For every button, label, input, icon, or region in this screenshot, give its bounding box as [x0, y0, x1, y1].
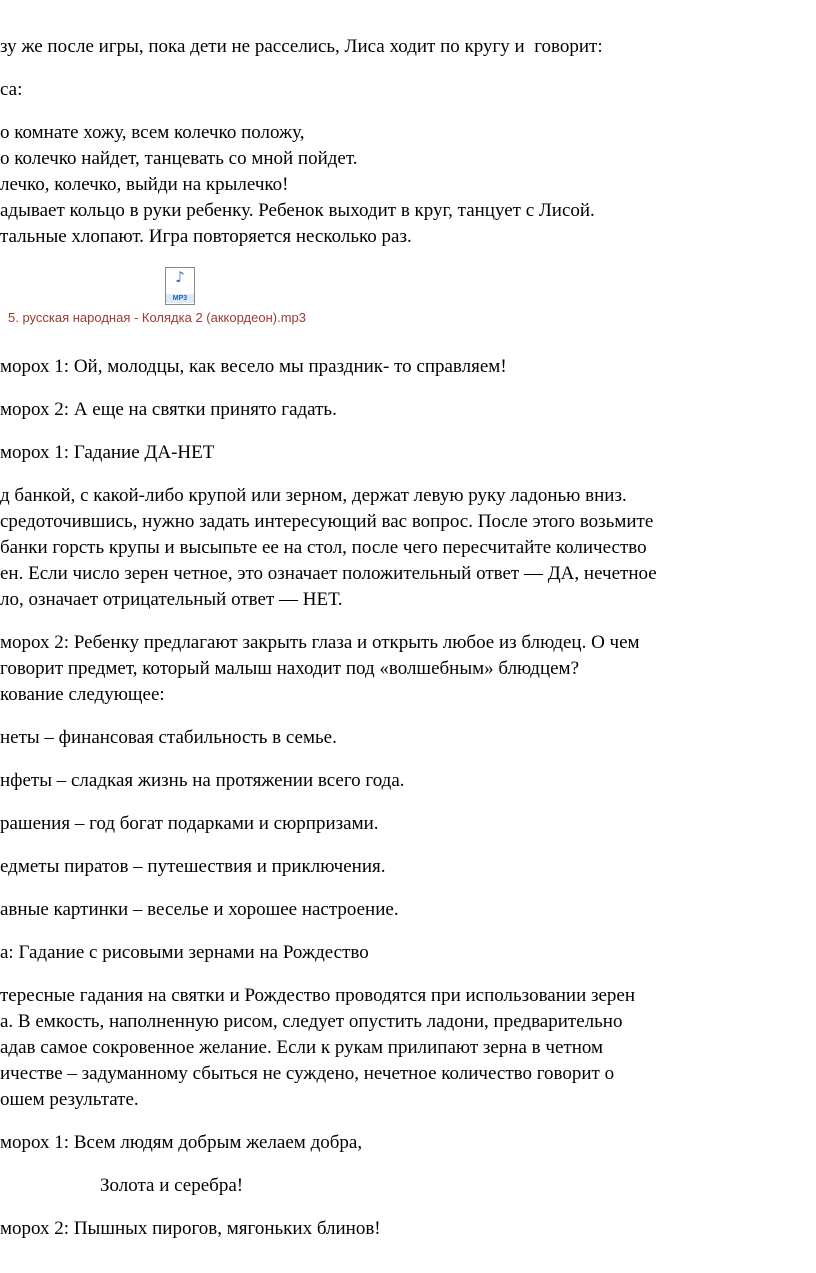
text-line: кование следующее:: [0, 684, 165, 705]
skomorokh1-wish-line: [0, 1130, 816, 1156]
skomorokh2-wish-line: [0, 1216, 816, 1242]
rice-divination-paragraph: [0, 983, 816, 1113]
text-line: морох 1: Всем людям добрым желаем добра,: [0, 1132, 363, 1153]
text-line: ен. Если число зерен четное, это означает положительный ответ — ДА, нечетное: [0, 563, 657, 584]
music-note-icon: ♪: [175, 268, 185, 286]
wish-continuation-line: [100, 1173, 816, 1199]
fox-speaker-label: [0, 77, 816, 103]
text-line: средоточившись, нужно задать интересующий вас вопрос. После этого возьмите: [0, 511, 654, 532]
text-line: морох 2: Ребенку предлагают закрыть глаза и открыть любое из блюдец. О чем: [0, 632, 640, 653]
text-line: морох 1: Гадание ДА-НЕТ: [0, 442, 215, 463]
fortune-item-decorations: [0, 811, 816, 837]
audio-object: [0, 267, 816, 327]
skomorokh2-saucer-paragraph: [0, 630, 816, 708]
skomorokh2-svyatki-line: [0, 397, 816, 423]
text-line: са:: [0, 79, 23, 100]
text-line: тальные хлопают. Игра повторяется несколько раз.: [0, 226, 412, 247]
fortune-item-coins: [0, 725, 816, 751]
mp3-icon-label: MP3: [166, 294, 194, 303]
text-line: адав самое сокровенное желание. Если к рукам прилипают зерна в четном: [0, 1037, 604, 1058]
text-line: нфеты – сладкая жизнь на протяжении всего года.: [0, 770, 405, 791]
ring-game-rhyme: [0, 120, 816, 250]
text-line: морох 2: А еще на святки принято гадать.: [0, 399, 337, 420]
text-line: ло, означает отрицательный ответ — НЕТ.: [0, 589, 343, 610]
mp3-file-icon[interactable]: [165, 267, 195, 305]
fortune-item-pirate-items: [0, 854, 816, 880]
danet-instructions: [0, 483, 816, 613]
text-line: а: Гадание с рисовыми зернами на Рождество: [0, 942, 369, 963]
skomorokh1-praise-line: [0, 354, 816, 380]
text-line: морох 1: Ой, молодцы, как весело мы праздник- то справляем!: [0, 356, 507, 377]
text-line: морох 2: Пышных пирогов, мягоньких блинов!: [0, 1218, 381, 1239]
fortune-item-pictures: [0, 897, 816, 923]
text-line: тересные гадания на святки и Рождество проводятся при использовании зерен: [0, 985, 636, 1006]
text-line: Золота и серебра!: [100, 1175, 244, 1196]
narration-intro: [0, 34, 816, 60]
text-line: банки горсть крупы и высыпьте ее на стол, после чего пересчитайте количество: [0, 537, 647, 558]
text-line: едметы пиратов – путешествия и приключения.: [0, 856, 386, 877]
fortune-item-sweets: [0, 768, 816, 794]
audio-file-caption[interactable]: 5. русская народная - Колядка 2 (аккордеон).mp3: [8, 310, 306, 325]
text-line: рашения – год богат подарками и сюрпризами.: [0, 813, 379, 834]
text-line: ошем результате.: [0, 1089, 139, 1110]
text-line: неты – финансовая стабильность в семье.: [0, 727, 337, 748]
text-line: авные картинки – веселье и хорошее настроение.: [0, 899, 399, 920]
text-line: д банкой, с какой-либо крупой или зерном, держат левую руку ладонью вниз.: [0, 485, 627, 506]
text-line: о колечко найдет, танцевать со мной пойдет.: [0, 148, 358, 169]
text-line: а. В емкость, наполненную рисом, следует опустить ладони, предварительно: [0, 1011, 623, 1032]
text-line: говорит предмет, который малыш находит под «волшебным» блюдцем?: [0, 658, 579, 679]
text-line: о комнате хожу, всем колечко положу,: [0, 122, 305, 143]
fox-rice-heading: [0, 940, 816, 966]
text-line: зу же после игры, пока дети не расселись, Лиса ходит по кругу и говорит:: [0, 36, 603, 57]
text-line: адывает кольцо в руки ребенку. Ребенок выходит в круг, танцует с Лисой.: [0, 200, 595, 221]
skomorokh1-danet-heading: [0, 440, 816, 466]
text-line: ичестве – задуманному сбыться не суждено, нечетное количество говорит о: [0, 1063, 615, 1084]
text-line: лечко, колечко, выйди на крылечко!: [0, 174, 289, 195]
